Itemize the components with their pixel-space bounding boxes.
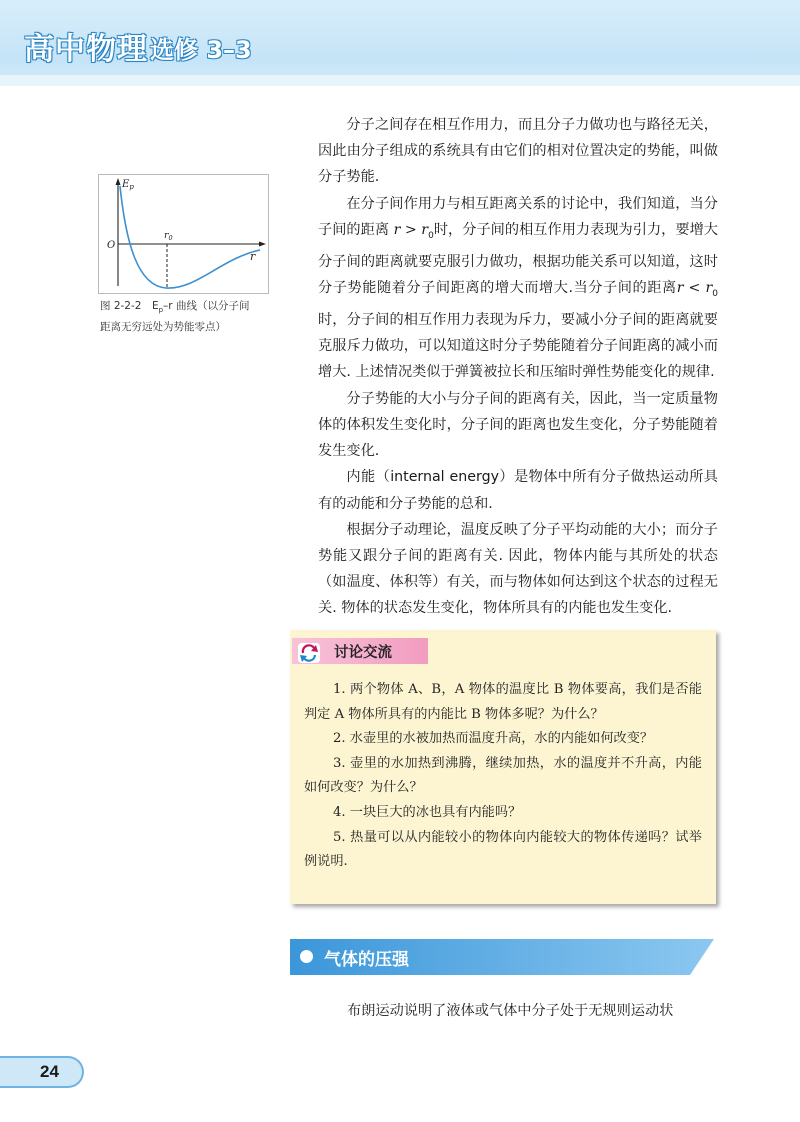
bullet-icon xyxy=(300,950,313,963)
book-title: 高中物理 xyxy=(24,32,148,67)
paragraph: 内能（internal energy）是物体中所有分子做热运动所具有的动能和分子势能的总和. xyxy=(318,469,718,512)
question-item: 4. 一块巨大的冰也具有内能吗？ xyxy=(333,804,522,820)
exchange-arrows-icon xyxy=(296,640,326,666)
question-item: 3. 壶里的水加热到沸腾，继续加热，水的温度并不升高，内能如何改变？为什么？ xyxy=(304,755,702,796)
figure-caption: 图 2-2-2 $E_p-r$ 曲线（以分子间 距离无穷远处为势能零点） xyxy=(100,300,250,334)
book-subtitle: 选修 3–3 xyxy=(150,36,252,64)
section-title: 气体的压强 xyxy=(324,950,409,970)
discussion-questions xyxy=(304,678,702,875)
y-axis-arrow xyxy=(116,178,121,185)
r0-label: $r_0$ xyxy=(164,230,173,242)
question-item: 2. 水壶里的水被加热而温度升高，水的内能如何改变？ xyxy=(333,731,654,747)
paragraph: 分子之间存在相互作用力，而且分子力做功也与路径无关，因此由分子组成的系统具有由它们的相对位置决定的势能，叫做分子势能. xyxy=(318,117,718,186)
y-axis-label: $E_p$ xyxy=(122,179,134,191)
header-strip xyxy=(0,75,800,86)
question-item: 5. 热量可以从内能较小的物体向内能较大的物体传递吗？试举例说明. xyxy=(304,829,702,870)
main-text xyxy=(318,112,718,622)
ep-curve xyxy=(120,186,260,288)
paragraph: 分子势能的大小与分子间的距离有关，因此，当一定质量物体的体积发生变化时，分子间的距离也发生变化，分子势能随着发生变化. xyxy=(318,390,718,460)
x-axis-label: r xyxy=(250,250,256,263)
paragraph: 在分子间作用力与相互距离关系的讨论中，我们知道，当分子间的距离 $r > r_0$时，分子间的相互作用力表现为引力，要增大分子间的距离就要克服引力做功，根据功能关系可以知道，这时分子势能随着分子间距离的增大而增大.当分子间的距离$r < r_0$时，分子间的相互作用力表现为斥力，要减小分子间的距离就要克服斥力做功，可以知道这时分子势能随着分子间距离的减小而增大. 上述情况类似于弹簧被拉长和压缩时弹性势能变化的规律. xyxy=(318,195,718,381)
section-first-line: 布朗运动说明了液体或气体中分子处于无规则运动状 xyxy=(347,1003,674,1019)
ep-r-graph xyxy=(98,174,273,294)
page-number: 24 xyxy=(40,1062,59,1081)
paragraph: 根据分子动理论，温度反映了分子平均动能的大小；而分子势能又跟分子间的距离有关. 因此，物体内能与其所处的状态（如温度、体积等）有关，而与物体如何达到这个状态的过程无关. 物体的状态发生变化，物体所具有的内能也发生变化. xyxy=(318,521,718,617)
question-item: 1. 两个物体 A、B，A 物体的温度比 B 物体要高，我们是否能判定 A 物体所具有的内能比 B 物体多呢？为什么？ xyxy=(304,682,702,722)
ep-r-graph-svg xyxy=(98,174,273,294)
x-axis-arrow xyxy=(259,242,266,247)
origin-label: O xyxy=(107,240,116,251)
figure-frame xyxy=(99,175,269,294)
discussion-box xyxy=(290,630,716,904)
discussion-header xyxy=(292,638,428,664)
discussion-title: 讨论交流 xyxy=(334,645,392,661)
